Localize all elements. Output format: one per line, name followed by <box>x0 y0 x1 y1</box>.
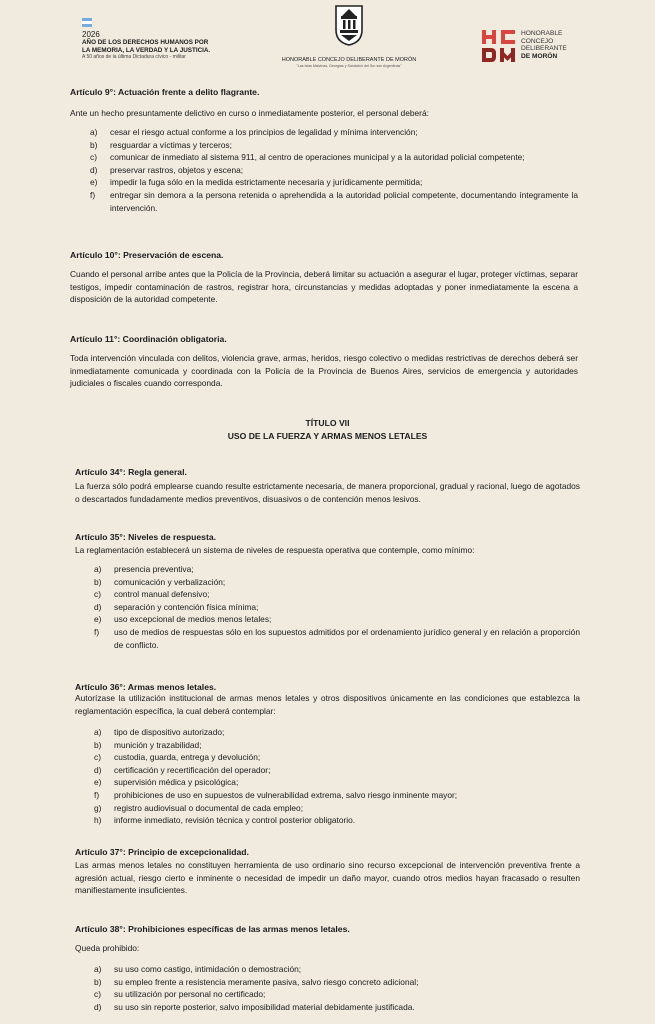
list-item-letter: d) <box>94 1001 102 1012</box>
art11-title: Artículo 11°: Coordinación obligatoria. <box>70 334 227 344</box>
list-item-letter: h) <box>94 815 102 826</box>
list-item <box>90 164 578 177</box>
hcd-logo-icon <box>482 30 518 64</box>
list-item-text: control manual defensivo; <box>114 589 210 600</box>
list-item <box>90 139 578 152</box>
list-item-text: certificación y recertificación del operador; <box>114 764 271 775</box>
titulo-name: USO DE LA FUERZA Y ARMAS MENOS LETALES <box>227 431 428 441</box>
list-item <box>94 1001 580 1014</box>
list-item <box>94 626 580 651</box>
list-item-letter: a) <box>90 127 98 137</box>
art36-intro: Autorízase la utilización institucional de armas menos letales y otros dispositivos únicamente en las condiciones que establezca la reglamentación específica, la cual deberá contemplar: <box>75 693 580 716</box>
list-item-letter: b) <box>94 739 102 750</box>
list-item <box>94 802 580 815</box>
header-center-sub: "Las Islas Malvinas, Georgias y Sandwich del Sur son Argentinas" <box>296 64 402 68</box>
list-item <box>94 789 580 802</box>
hcd-logo-block <box>482 30 592 70</box>
art37-body: Las armas menos letales no constituyen herramienta de uso ordinario sino recurso excepcional de intervención preventiva frente a agresión actual, riesgo cierto e inminente o necesidad de impedir un daño mayor, cuando otros medios hayan fracasado o resulten manifiestamente insuficientes. <box>75 860 580 896</box>
art36-title: Artículo 36°: Armas menos letales. <box>75 682 217 692</box>
art11-body: Toda intervención vinculada con delitos, violencia grave, armas, heridos, riesgo colectivo o medidas restrictivas de derechos deberá ser inmediatamente comunicada y coordinada con la Policía de la Provincia de Buenos Aires, servicios de emergencia y autoridades judiciales o fiscales cuando corresponda. <box>70 353 578 389</box>
hcd-text-line2: CONCEJO <box>521 37 554 45</box>
header-center-name: HONORABLE CONCEJO DELIBERANTE DE MORÓN <box>281 57 417 63</box>
list-item-letter: a) <box>94 564 102 574</box>
header-motto-block <box>82 18 272 61</box>
list-item-text: informe inmediato, revisión técnica y control posterior obligatorio. <box>114 815 356 826</box>
list-item-text: uso de medios de respuestas sólo en los supuestos admitidos por el ordenamiento jurídico general y en relación a proporción de conflicto. <box>114 626 580 650</box>
titulo-number: TÍTULO VII <box>305 418 350 428</box>
list-item-letter: d) <box>94 601 102 612</box>
list-item-letter: c) <box>94 752 101 763</box>
art37-title: Artículo 37°: Principio de excepcionalidad. <box>75 847 249 857</box>
art38-list <box>94 963 580 1013</box>
list-item <box>94 563 580 576</box>
list-item-text: su utilización por personal no certificado; <box>114 989 266 1000</box>
list-item-letter: e) <box>90 177 98 188</box>
header-year: 2026 <box>82 30 100 39</box>
list-item-text: comunicación y verbalización; <box>114 576 226 587</box>
list-item <box>94 764 580 777</box>
list-item <box>94 814 580 827</box>
art35-intro: La reglamentación establecerá un sistema de niveles de respuesta operativa que contemple, como mínimo: <box>75 545 475 555</box>
list-item-letter: g) <box>94 802 102 813</box>
hcd-logo-text <box>521 30 567 60</box>
list-item-letter: b) <box>94 976 102 987</box>
art34-body: La fuerza sólo podrá emplearse cuando resulte estrictamente necesaria, de manera proporcional, gradual y racional, luego de agotados o descartados fundadamente medios preventivos, disuasivos o de contención menos lesivos. <box>75 481 580 504</box>
list-item-text: cesar el riesgo actual conforme a los principios de legalidad y mínima intervención; <box>110 127 418 137</box>
art10-body: Cuando el personal arribe antes que la Policía de la Provincia, deberá limitar su actuación a asegurar el lugar, proteger víctimas, separar testigos, impedir contaminación de rastros, registrar hora, circunstancias y medidas adoptadas y poner inmediatamente la escena a disposición de la autoridad competente. <box>70 269 578 305</box>
list-item <box>90 126 578 139</box>
list-item-letter: e) <box>94 614 102 625</box>
list-item-letter: e) <box>94 777 102 788</box>
hcd-text-line3: DELIBERANTE <box>521 45 567 53</box>
art35-list <box>94 563 580 651</box>
list-item <box>94 588 580 601</box>
art10-title: Artículo 10°: Preservación de escena. <box>70 250 224 260</box>
art36-list <box>94 726 580 827</box>
hcd-text-line4: DE MORÓN <box>521 52 558 60</box>
list-item-text: comunicar de inmediato al sistema 911, al centro de operaciones municipal y a la autoridad policial competente; <box>110 152 525 163</box>
list-item-text: tipo de dispositivo autorizado; <box>114 727 225 737</box>
list-item-letter: a) <box>94 727 102 737</box>
header-motto-line2: LA MEMORIA, LA VERDAD Y LA JUSTICIA. <box>82 46 211 54</box>
list-item-text: preservar rastros, objetos y escena; <box>110 164 244 175</box>
header-motto-line1: AÑO DE LOS DERECHOS HUMANOS POR <box>82 39 209 46</box>
list-item-text: custodia, guarda, entrega y devolución; <box>114 752 261 763</box>
list-item-letter: d) <box>94 764 102 775</box>
list-item-letter: f) <box>94 626 100 637</box>
list-item-text: entregar sin demora a la persona retenida o aprehendida a la autoridad policial competente, documentando íntegramente la intervención. <box>110 189 578 213</box>
list-item-text: munición y trazabilidad; <box>114 739 202 750</box>
list-item <box>94 988 580 1001</box>
list-item <box>90 189 578 214</box>
list-item <box>90 151 578 164</box>
argentina-flag-icon <box>82 18 92 27</box>
list-item-text: su uso sin reporte posterior, salvo imposibilidad material debidamente justificada. <box>114 1001 415 1012</box>
header-center-block <box>278 4 420 69</box>
art38-intro: Queda prohibido: <box>75 943 140 953</box>
art34-title: Artículo 34°: Regla general. <box>75 467 187 477</box>
list-item-letter: f) <box>90 189 96 200</box>
list-item-text: su empleo frente a resistencia meramente pasiva, salvo riesgo concreto adicional; <box>114 976 419 987</box>
list-item-text: presencia preventiva; <box>114 564 194 574</box>
list-item-text: impedir la fuga sólo en la medida estrictamente necesaria y jurídicamente permitida; <box>110 177 423 188</box>
list-item-letter: c) <box>94 989 101 1000</box>
list-item <box>94 613 580 626</box>
list-item-text: registro audiovisual o documental de cada empleo; <box>114 802 304 813</box>
art9-list <box>90 126 578 214</box>
list-item <box>94 739 580 752</box>
header-motto-sub: A 50 años de la última Dictadura cívico - militar <box>82 54 186 60</box>
list-item-text: separación y contención física mínima; <box>114 601 259 612</box>
list-item-letter: a) <box>94 964 102 974</box>
list-item <box>94 776 580 789</box>
list-item-text: supervisión médica y psicológica; <box>114 777 239 788</box>
list-item-letter: c) <box>90 152 97 163</box>
list-item <box>90 176 578 189</box>
list-item-text: uso excepcional de medios menos letales; <box>114 614 272 625</box>
list-item-text: resguardar a víctimas y terceros; <box>110 139 232 150</box>
art9-intro: Ante un hecho presuntamente delictivo en curso o inmediatamente posterior, el personal deberá: <box>70 108 429 118</box>
list-item <box>94 576 580 589</box>
art35-title: Artículo 35°: Niveles de respuesta. <box>75 532 216 542</box>
hcd-text-line1: HONORABLE <box>521 30 563 37</box>
list-item <box>94 751 580 764</box>
list-item-text: su uso como castigo, intimidación o demostración; <box>114 964 302 974</box>
list-item-letter: b) <box>90 139 98 150</box>
art38-title: Artículo 38°: Prohibiciones específicas de las armas menos letales. <box>75 924 350 934</box>
list-item-letter: c) <box>94 589 101 600</box>
hcd-emblem-icon <box>334 4 364 46</box>
list-item-letter: d) <box>90 164 98 175</box>
art9-title: Artículo 9°: Actuación frente a delito flagrante. <box>70 87 260 97</box>
list-item <box>94 726 580 739</box>
list-item <box>94 963 580 976</box>
list-item-letter: f) <box>94 789 100 800</box>
list-item-letter: b) <box>94 576 102 587</box>
list-item-text: prohibiciones de uso en supuestos de vulnerabilidad extrema, salvo riesgo inminente mayor; <box>114 789 458 800</box>
list-item <box>94 601 580 614</box>
list-item <box>94 976 580 989</box>
